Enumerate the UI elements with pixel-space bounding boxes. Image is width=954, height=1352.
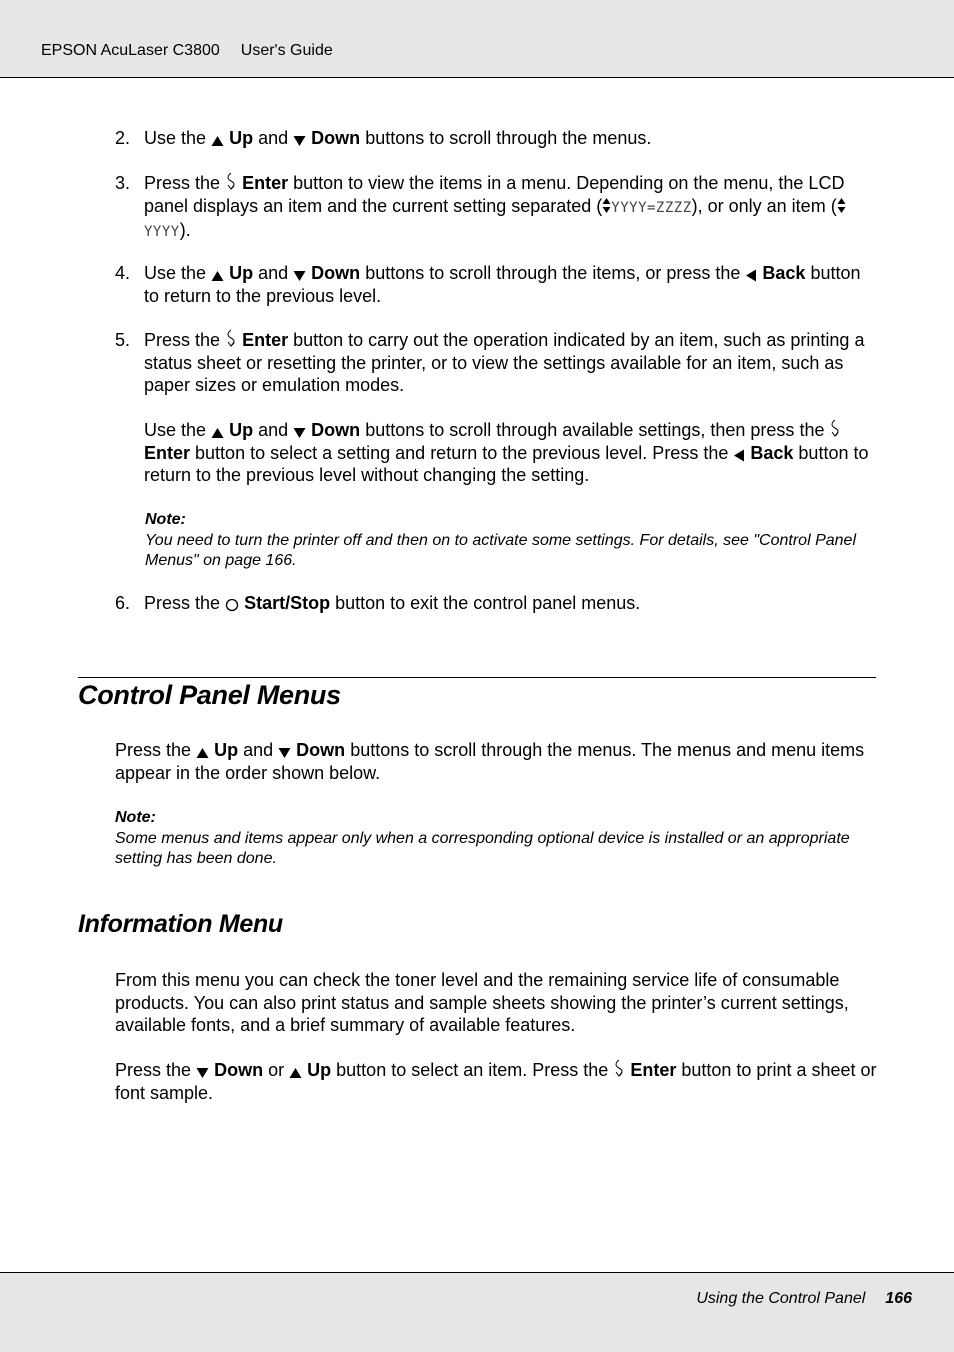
step-text: button to return to the previous level. bbox=[144, 263, 861, 306]
para-text: buttons to scroll through the menus. The menus and menu items appear in the order shown below. bbox=[115, 740, 865, 783]
enter-label: Enter bbox=[242, 330, 289, 350]
step-text: Use the bbox=[144, 263, 207, 283]
header-guide: User's Guide bbox=[240, 42, 333, 59]
down-label: Down bbox=[296, 740, 346, 760]
step-text: and bbox=[258, 128, 289, 148]
down-arrow-icon bbox=[293, 270, 306, 282]
step-number: 4. bbox=[115, 263, 131, 283]
para-text: Press the bbox=[115, 740, 192, 760]
step-text: Use the bbox=[144, 420, 207, 440]
updown-icon bbox=[837, 197, 846, 215]
note-label: Note: bbox=[115, 809, 156, 826]
note-label: Note: bbox=[145, 511, 186, 528]
down-arrow-icon bbox=[196, 1067, 209, 1079]
header-text bbox=[41, 42, 333, 60]
note-optional-devices bbox=[115, 808, 875, 870]
lcd-text: YYYY bbox=[144, 224, 180, 240]
cpm-intro bbox=[115, 739, 879, 784]
back-arrow-icon bbox=[745, 269, 757, 282]
up-label: Up bbox=[229, 128, 254, 148]
step-text: button to view the items in a menu. Depending on the menu, the LCD panel displays an item and the current setting separated ( bbox=[144, 173, 845, 216]
para-text: button to print a sheet or font sample. bbox=[115, 1060, 877, 1103]
step-number: 5. bbox=[115, 330, 131, 350]
footer-section: Using the Control Panel bbox=[696, 1290, 866, 1307]
up-arrow-icon bbox=[196, 747, 209, 759]
note-activate-settings bbox=[145, 510, 880, 572]
down-arrow-icon bbox=[278, 747, 291, 759]
enter-icon bbox=[225, 329, 237, 349]
up-label: Up bbox=[229, 263, 254, 283]
up-label: Up bbox=[229, 420, 254, 440]
header-product: EPSON AcuLaser C3800 bbox=[41, 42, 220, 59]
footer-text bbox=[696, 1290, 912, 1308]
step-text: Press the bbox=[144, 330, 221, 350]
step-number: 3. bbox=[115, 173, 131, 193]
para-text: Press the bbox=[115, 1060, 192, 1080]
info-instructions bbox=[115, 1059, 879, 1104]
up-arrow-icon bbox=[289, 1067, 302, 1079]
info-intro: From this menu you can check the toner level and the remaining service life of consumable products. You can also print status and sample sheets showing the printer’s current settings, available fonts, and a brief summary of available features. bbox=[115, 970, 849, 1035]
back-label: Back bbox=[762, 263, 806, 283]
step-text: ), or only an item ( bbox=[691, 195, 837, 216]
step-text: buttons to scroll through the menus. bbox=[365, 128, 652, 148]
step-text: Press the bbox=[144, 173, 221, 193]
down-arrow-icon bbox=[293, 427, 306, 439]
down-label: Down bbox=[311, 420, 361, 440]
up-label: Up bbox=[307, 1060, 332, 1080]
step-text: button to select a setting and return to the previous level. Press the bbox=[195, 442, 729, 463]
down-arrow-icon bbox=[293, 135, 306, 147]
step-text: and bbox=[258, 420, 289, 440]
step-text: buttons to scroll through available settings, then press the bbox=[365, 420, 825, 440]
step-number: 2. bbox=[115, 128, 131, 148]
down-label: Down bbox=[311, 128, 361, 148]
enter-icon bbox=[613, 1059, 625, 1079]
back-label: Back bbox=[750, 442, 794, 463]
note-text: You need to turn the printer off and then on to activate some settings. For details, see "Control Panel Menus" on page 166. bbox=[145, 531, 856, 569]
start-stop-icon bbox=[225, 598, 239, 612]
step-text: buttons to scroll through the items, or press the bbox=[365, 263, 741, 283]
step-number: 6. bbox=[115, 593, 131, 613]
updown-icon bbox=[602, 197, 611, 215]
enter-label: Enter bbox=[144, 442, 191, 463]
up-arrow-icon bbox=[211, 270, 224, 282]
page-footer bbox=[0, 1272, 954, 1352]
start-stop-label: Start/Stop bbox=[244, 593, 331, 613]
enter-icon bbox=[225, 172, 237, 192]
step-text: Use the bbox=[144, 128, 207, 148]
step-text: Press the bbox=[144, 593, 221, 613]
step-text: ). bbox=[179, 220, 191, 240]
page-number: 166 bbox=[885, 1290, 912, 1307]
heading-control-panel-menus: Control Panel Menus bbox=[78, 677, 876, 712]
heading-information-menu: Information Menu bbox=[78, 910, 283, 938]
enter-label: Enter bbox=[630, 1060, 677, 1080]
down-label: Down bbox=[214, 1060, 264, 1080]
step-text: button to return to the previous level without changing the setting. bbox=[144, 442, 869, 485]
lcd-text: YYYY=ZZZZ bbox=[611, 199, 692, 216]
page-header bbox=[0, 0, 954, 78]
up-label: Up bbox=[214, 740, 239, 760]
para-text: button to select an item. Press the bbox=[336, 1060, 609, 1080]
up-arrow-icon bbox=[211, 135, 224, 147]
note-text: Some menus and items appear only when a corresponding optional device is installed or an appropriate setting has been done. bbox=[115, 829, 850, 867]
down-label: Down bbox=[311, 263, 361, 283]
up-arrow-icon bbox=[211, 427, 224, 439]
step-text: button to carry out the operation indicated by an item, such as printing a status sheet or resetting the printer, or to view the settings available for an item, such as paper sizes or emulation modes. bbox=[144, 330, 865, 395]
step-text: button to exit the control panel menus. bbox=[335, 593, 641, 613]
para-text: or bbox=[268, 1060, 285, 1080]
step-text: and bbox=[258, 263, 289, 283]
para-text: and bbox=[243, 740, 274, 760]
enter-label: Enter bbox=[242, 173, 289, 193]
back-arrow-icon bbox=[733, 449, 745, 462]
enter-icon bbox=[829, 419, 841, 439]
